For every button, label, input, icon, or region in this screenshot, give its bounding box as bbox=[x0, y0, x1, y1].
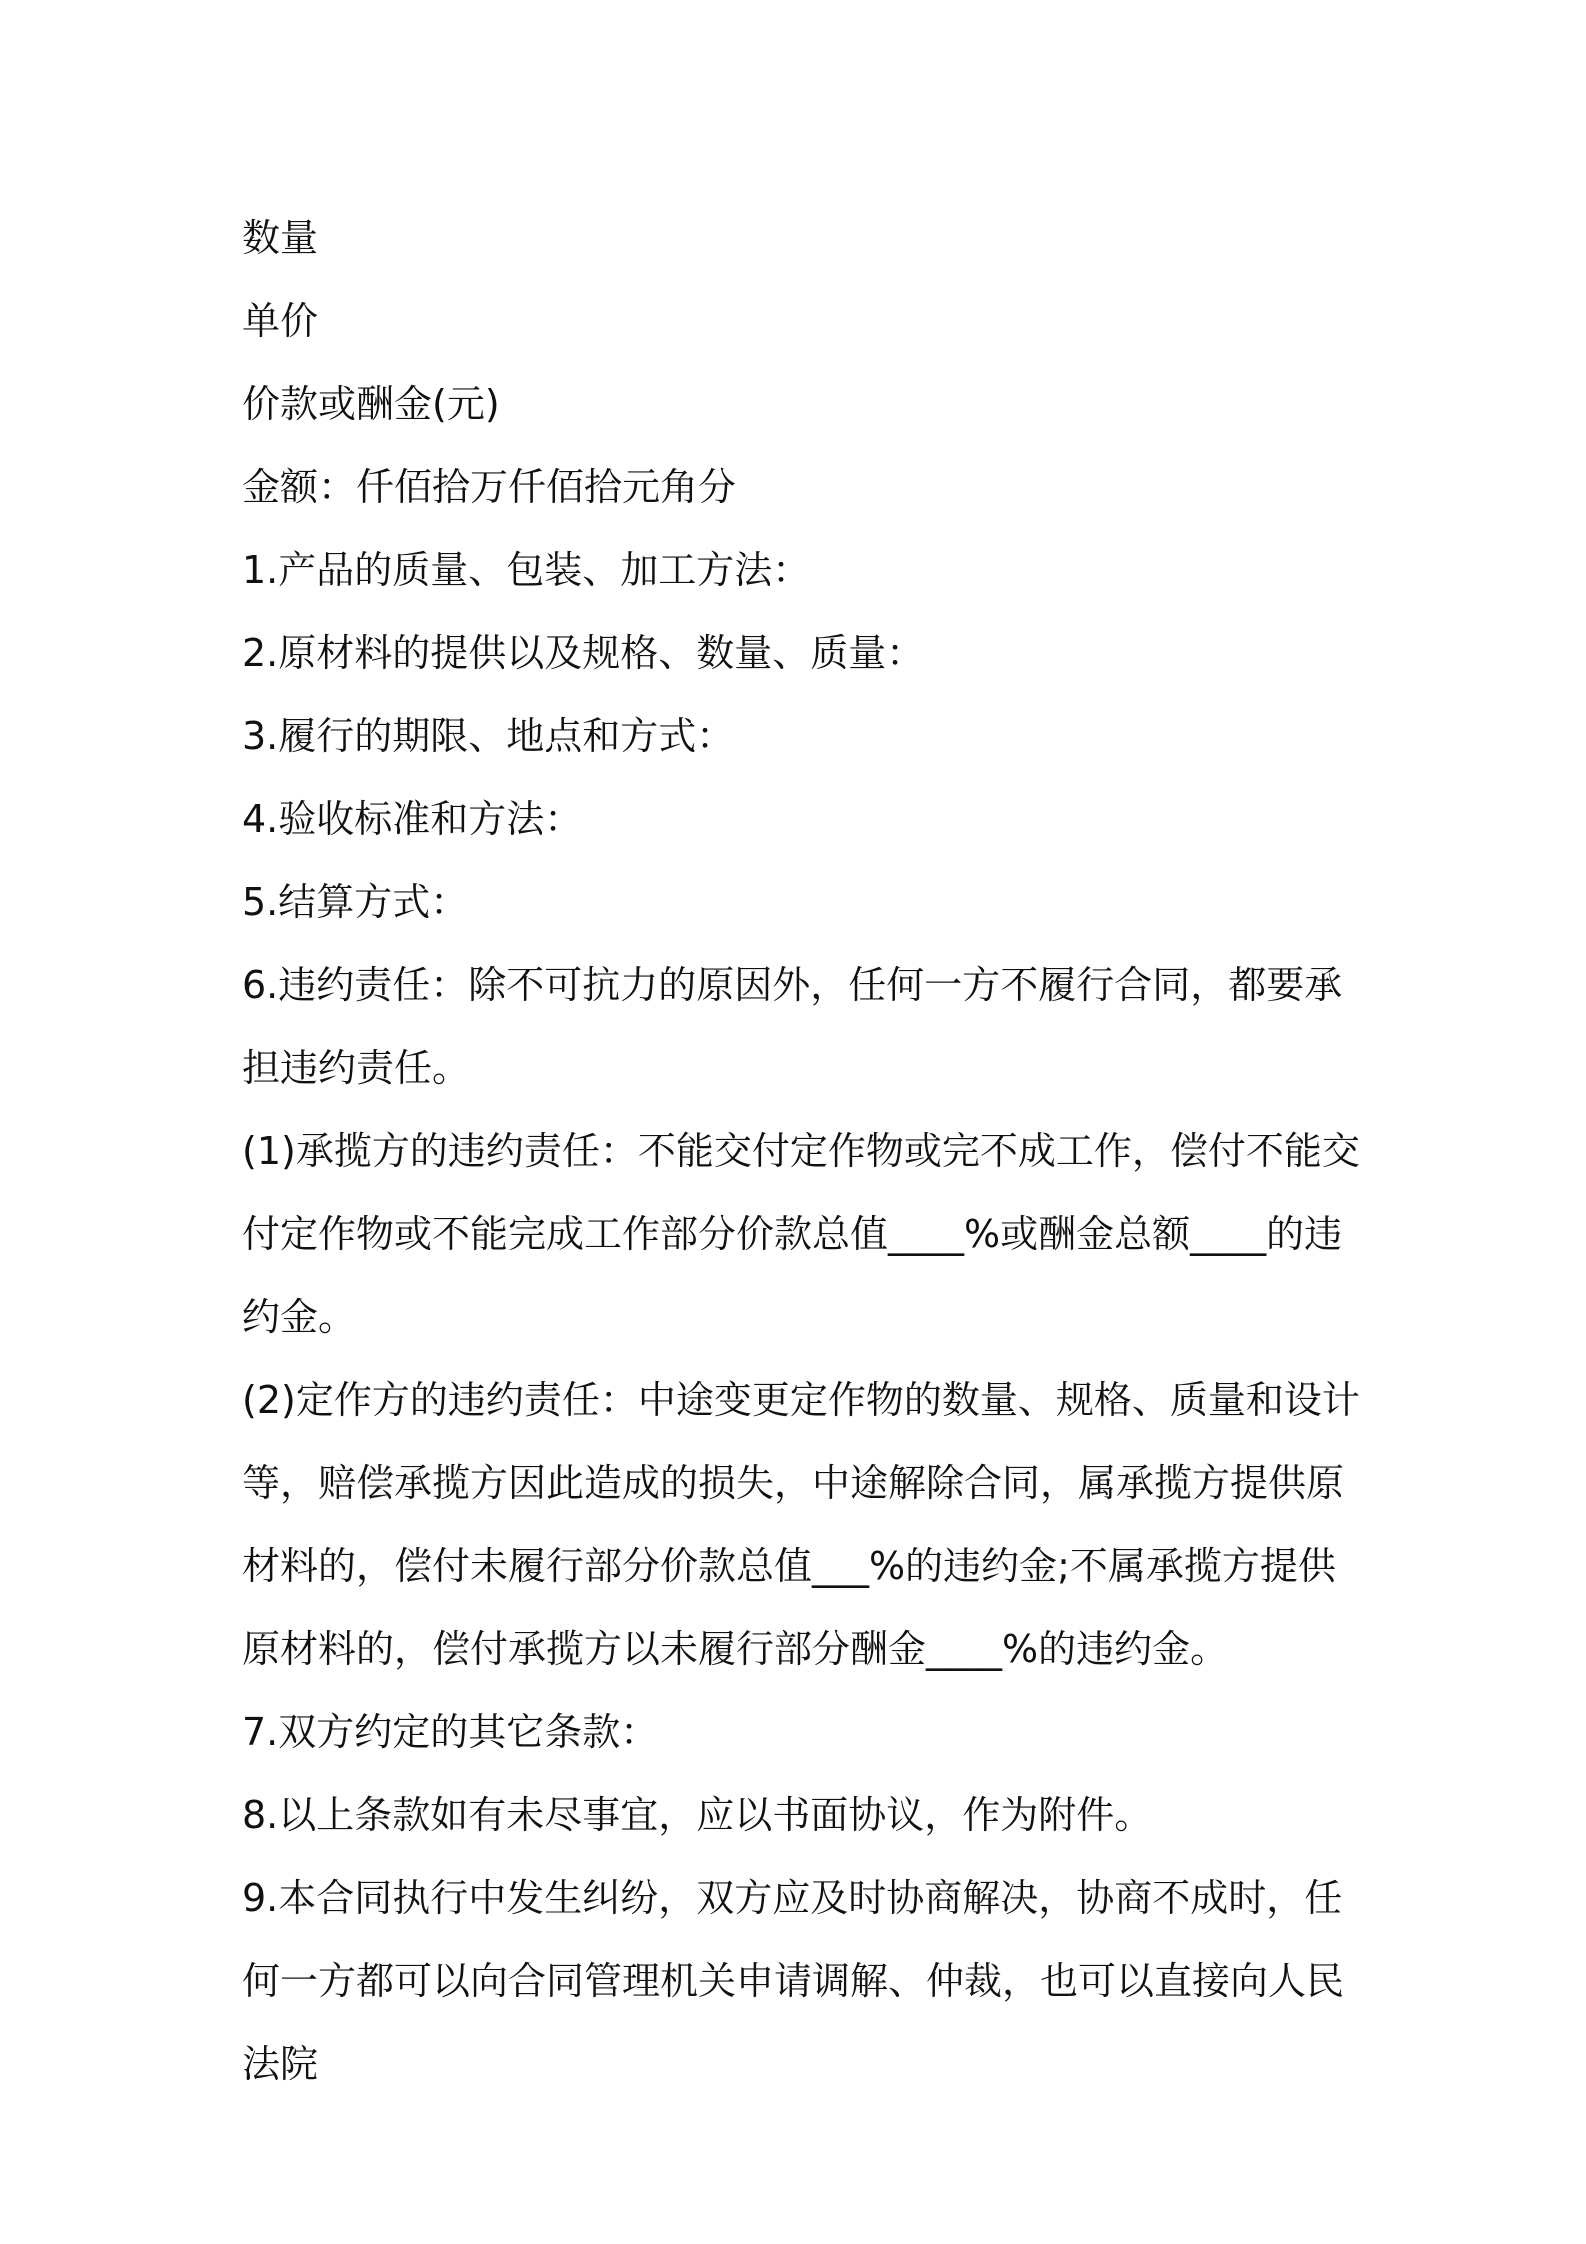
clause-7: 7.双方约定的其它条款： bbox=[242, 1710, 659, 1754]
clause-3: 3.履行的期限、地点和方式： bbox=[242, 714, 735, 758]
clause-1: 1.产品的质量、包装、加工方法： bbox=[242, 548, 811, 592]
clause-8: 8.以上条款如有未尽事宜，应以书面协议，作为附件。 bbox=[242, 1793, 1153, 1837]
clause-4: 4.验收标准和方法： bbox=[242, 797, 583, 841]
clause-9: 9.本合同执行中发生纠纷，双方应及时协商解决，协商不成时，任何一方都可以向合同管理机关申请调解、仲裁，也可以直接向人民法院 bbox=[242, 1876, 1345, 2086]
clause-6: 6.违约责任：除不可抗力的原因外，任何一方不履行合同，都要承担违约责任。 bbox=[242, 963, 1343, 1090]
document-body bbox=[242, 197, 1362, 2106]
clause-6-sub-1: (1)承揽方的违约责任：不能交付定作物或完不成工作，偿付不能交付定作物或不能完成工作部分价款总值____%或酬金总额____的违约金。 bbox=[242, 1129, 1360, 1339]
clause-2: 2.原材料的提供以及规格、数量、质量： bbox=[242, 631, 925, 675]
field-quantity: 数量 bbox=[242, 216, 319, 260]
field-amount: 金额：仟佰拾万仟佰拾元角分 bbox=[242, 465, 737, 509]
clause-5: 5.结算方式： bbox=[242, 880, 469, 924]
field-price-or-remuneration: 价款或酬金(元) bbox=[242, 382, 500, 426]
field-unit-price: 单价 bbox=[242, 299, 319, 343]
clause-6-sub-2: (2)定作方的违约责任：中途变更定作物的数量、规格、质量和设计等，赔偿承揽方因此造成的损失，中途解除合同，属承揽方提供原材料的，偿付未履行部分价款总值___%的违约金;不属承揽方提供原材料的，偿付承揽方以未履行部分酬金____%的违约金。 bbox=[242, 1378, 1360, 1671]
